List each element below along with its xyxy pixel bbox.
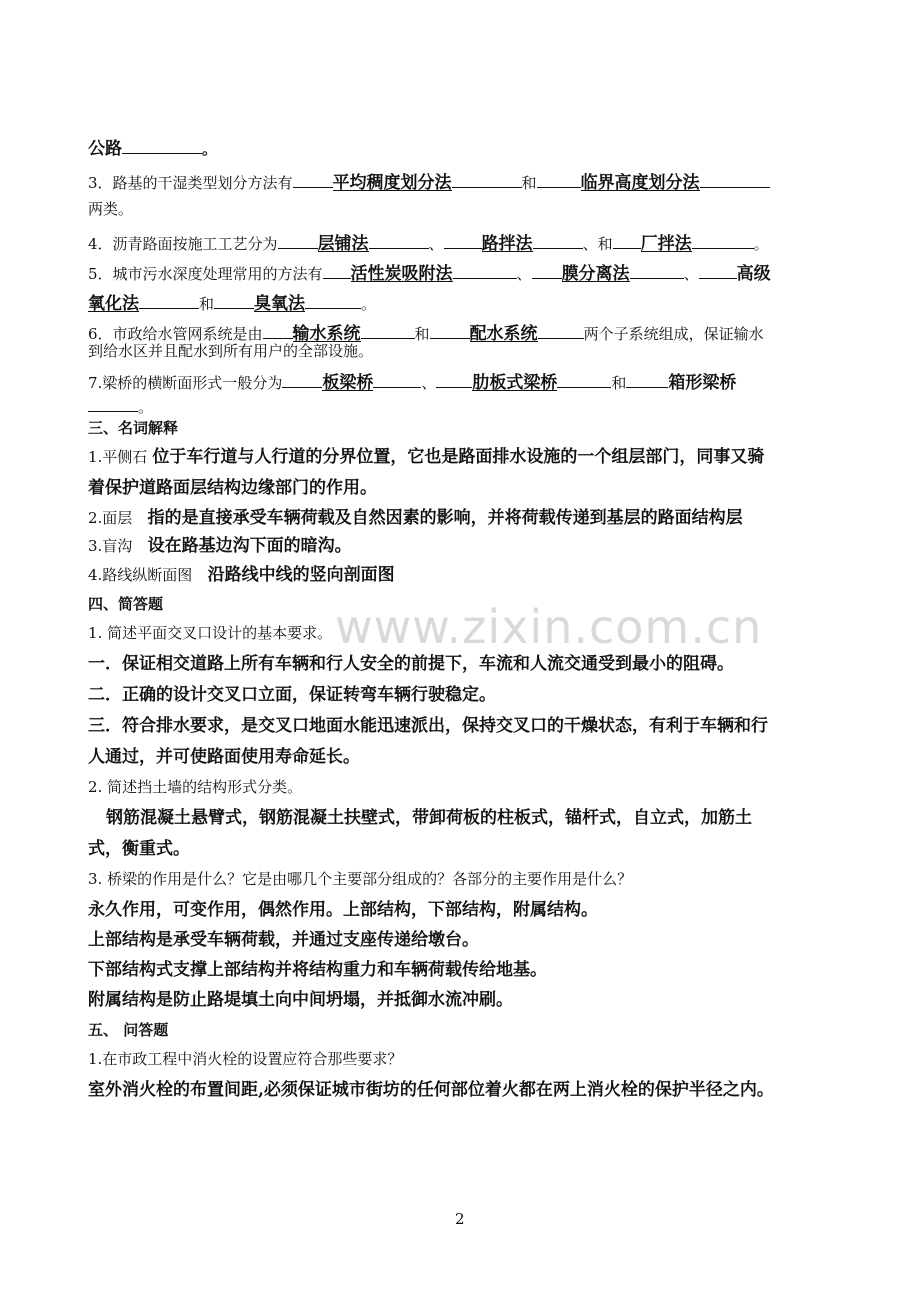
term-definition: 设在路基边沟下面的暗沟。 bbox=[147, 536, 352, 556]
answer-text: 臭氧法 bbox=[254, 294, 306, 314]
question-text: 和 bbox=[521, 174, 537, 192]
question-text: 5．城市污水深度处理常用的方法有 bbox=[88, 265, 323, 283]
blank bbox=[122, 138, 202, 154]
blank bbox=[626, 372, 668, 388]
short-q3-answer-3: 下部结构式支撑上部结构并将结构重力和车辆荷载传给地基。 bbox=[88, 960, 547, 980]
punct: 。 bbox=[202, 140, 218, 158]
blank bbox=[293, 172, 333, 188]
short-q2-answer-cont: 式，衡重式。 bbox=[88, 839, 190, 859]
term-label: 2.面层 bbox=[88, 509, 133, 527]
question-6-cont: 到给水区并且配水到所有用户的全部设施。 bbox=[88, 342, 374, 360]
blank bbox=[444, 233, 482, 249]
term-definition: 指的是直接承受车辆荷载及自然因素的影响，并将荷载传递到基层的路面结构层 bbox=[147, 508, 743, 528]
short-q1-answer-1: 一．保证相交道路上所有车辆和行人安全的前提下，车流和人流交通受到最小的阻碍。 bbox=[88, 654, 734, 674]
question-6 bbox=[88, 323, 764, 342]
page-number: 2 bbox=[455, 1210, 465, 1228]
blank bbox=[361, 323, 415, 339]
blank bbox=[263, 323, 293, 339]
blank bbox=[436, 372, 472, 388]
blank bbox=[452, 172, 522, 188]
question-3 bbox=[88, 172, 770, 191]
punct: 、 bbox=[421, 374, 437, 392]
blank bbox=[532, 263, 562, 279]
punct: 。 bbox=[753, 235, 769, 253]
blank bbox=[430, 323, 470, 339]
term-4 bbox=[88, 567, 395, 584]
answer-text: 膜分离法 bbox=[561, 264, 630, 284]
question-text: 7.梁桥的横断面形式一般分为 bbox=[88, 374, 283, 392]
answer-text: 路拌法 bbox=[481, 234, 533, 254]
question-5 bbox=[88, 263, 771, 283]
answer-text: 活性炭吸附法 bbox=[350, 264, 453, 284]
blank bbox=[282, 372, 322, 388]
term-2 bbox=[88, 510, 743, 527]
short-q1-answer-3-cont: 人通过，并可使路面使用寿命延长。 bbox=[88, 747, 360, 767]
blank bbox=[538, 323, 584, 339]
answer-text: 配水系统 bbox=[469, 324, 538, 344]
short-q3-answer-4: 附属结构是防止路堤填土向中间坍塌，并抵御水流冲刷。 bbox=[88, 990, 513, 1010]
answer-text: 临界高度划分法 bbox=[580, 173, 700, 193]
answer-text: 氧化法 bbox=[88, 294, 139, 314]
term-definition: 位于车行道与人行道的分界位置，它也是路面排水设施的一个组层部门，同事又骑 bbox=[152, 447, 765, 467]
short-q1-answer-3: 三．符合排水要求，是交叉口地面水能迅速派出，保持交叉口的干燥状态，有利于车辆和行 bbox=[88, 716, 768, 736]
question-text: 4．沥青路面按施工工艺分为 bbox=[88, 235, 278, 253]
blank bbox=[537, 172, 581, 188]
question-4 bbox=[88, 233, 769, 252]
term-1-cont: 着保护道路面层结构边缘部门的作用。 bbox=[88, 478, 377, 498]
blank bbox=[557, 372, 611, 388]
blank bbox=[453, 263, 517, 279]
short-q3: 3. 桥梁的作用是什么？它是由哪几个主要部分组成的？各部分的主要作用是什么？ bbox=[88, 870, 633, 888]
punct: 、 bbox=[516, 265, 532, 283]
section-4-title: 四、简答题 bbox=[88, 595, 164, 613]
question-5-cont bbox=[88, 293, 376, 312]
qa-q1-answer: 室外消火栓的布置间距,必须保证城市街坊的任何部位着火都在两上消火栓的保护半径之内。 bbox=[88, 1080, 774, 1100]
qa-q1: 1.在市政工程中消火栓的设置应符合那些要求？ bbox=[88, 1050, 403, 1068]
punct: 。 bbox=[361, 295, 377, 313]
question-text: 两个子系统组成，保证输水 bbox=[583, 325, 764, 343]
blank bbox=[369, 233, 429, 249]
term-definition: 沿路线中线的竖向剖面图 bbox=[207, 565, 395, 585]
short-q2: 2. 简述挡土墙的结构形式分类。 bbox=[88, 778, 303, 796]
punct: 、和 bbox=[582, 235, 613, 253]
section-3-title: 三、名词解释 bbox=[88, 419, 179, 437]
blank bbox=[533, 233, 583, 249]
answer-text: 厂拌法 bbox=[640, 234, 692, 254]
question-text: 和 bbox=[199, 295, 215, 313]
question-text: 和 bbox=[611, 374, 627, 392]
term-label: 3.盲沟 bbox=[88, 537, 133, 555]
short-q1: 1. 简述平面交叉口设计的基本要求。 bbox=[88, 624, 333, 642]
question-text: 6．市政给水管网系统是由 bbox=[88, 325, 263, 343]
question-text: 和 bbox=[414, 325, 430, 343]
blank bbox=[323, 263, 351, 279]
question-7-cont bbox=[88, 396, 153, 415]
answer-text: 高级 bbox=[736, 264, 771, 284]
question-text: 3．路基的干湿类型划分方法有 bbox=[88, 174, 293, 192]
short-q1-answer-2: 二．正确的设计交叉口立面，保证转弯车辆行驶稳定。 bbox=[88, 685, 496, 705]
answer-text: 箱形梁桥 bbox=[668, 373, 737, 393]
answer-text: 层铺法 bbox=[317, 234, 369, 254]
blank bbox=[373, 372, 421, 388]
term-label: 1.平侧石 bbox=[88, 448, 148, 466]
blank bbox=[214, 293, 254, 309]
watermark: www.zixin.com.cn bbox=[335, 600, 763, 654]
answer-text: 肋板式梁桥 bbox=[472, 373, 558, 393]
short-q3-answer-1: 永久作用，可变作用，偶然作用。上部结构，下部结构，附属结构。 bbox=[88, 900, 598, 920]
term-label: 4.路线纵断面图 bbox=[88, 566, 193, 584]
term-3 bbox=[88, 538, 352, 555]
short-q2-answer: 钢筋混凝土悬臂式，钢筋混凝土扶壁式，带卸荷板的柱板式，锚杆式，自立式，加筋土 bbox=[106, 808, 752, 828]
blank bbox=[630, 263, 684, 279]
answer-text: 公路 bbox=[88, 139, 122, 159]
answer-text: 板梁桥 bbox=[322, 373, 374, 393]
blank bbox=[278, 233, 318, 249]
blank bbox=[613, 233, 641, 249]
punct: 、 bbox=[683, 265, 699, 283]
punct: 、 bbox=[428, 235, 444, 253]
fill-line-road bbox=[88, 138, 217, 158]
blank bbox=[305, 293, 361, 309]
blank bbox=[699, 263, 737, 279]
blank bbox=[88, 396, 138, 412]
question-7 bbox=[88, 372, 736, 392]
answer-text: 平均稠度划分法 bbox=[332, 173, 452, 193]
blank bbox=[692, 233, 754, 249]
blank bbox=[700, 172, 770, 188]
short-q3-answer-2: 上部结构是承受车辆荷载，并通过支座传递给墩台。 bbox=[88, 930, 479, 950]
blank bbox=[139, 293, 199, 309]
term-1 bbox=[88, 449, 764, 466]
answer-text: 输水系统 bbox=[292, 324, 361, 344]
question-3-cont: 两类。 bbox=[88, 200, 134, 218]
section-5-title: 五、 问答题 bbox=[88, 1021, 169, 1039]
punct: 。 bbox=[138, 398, 154, 416]
